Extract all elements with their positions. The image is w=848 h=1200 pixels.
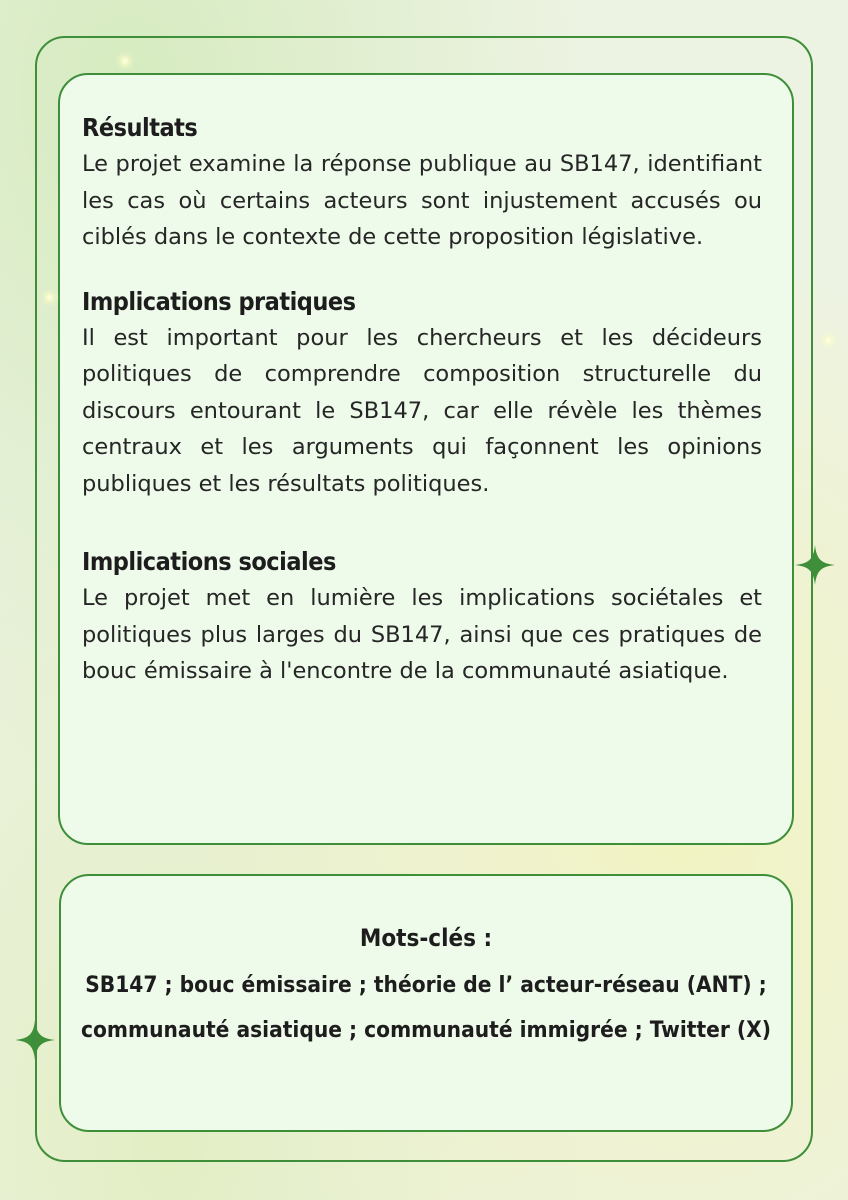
sparkle-star-icon — [15, 1020, 55, 1060]
section-social-implications — [82, 544, 762, 690]
section-results — [82, 110, 762, 256]
glow-dot — [826, 338, 831, 343]
keywords-card — [59, 874, 793, 1132]
glow-dot — [47, 295, 52, 300]
content-card — [58, 73, 794, 845]
section-body: Il est important pour les chercheurs et les décideurs politiques de comprendre composition structurelle du discours entourant le SB147, car elle révèle les thèmes centraux et les arguments qui façonnent les opinions publiques et les résultats politiques. — [82, 324, 762, 497]
section-body: Le projet examine la réponse publique au SB147, identifiant les cas où certains acteurs sont injustement accusés ou ciblés dans le contexte de cette proposition législative. — [82, 151, 762, 250]
section-heading: Implications pratiques — [82, 286, 356, 316]
keywords-line: SB147 ; bouc émissaire ; théorie de l’ acteur-réseau (ANT) ; — [85, 972, 767, 998]
section-heading: Résultats — [82, 113, 198, 142]
section-practical-implications — [82, 284, 762, 503]
section-body: Le projet met en lumière les implications sociétales et politiques plus larges du SB147, ainsi que ces pratiques de bouc émissaire à l'encontre de la communauté asiatique. — [82, 585, 762, 684]
section-heading: Implications sociales — [82, 547, 336, 576]
glow-dot — [122, 58, 128, 64]
sparkle-star-icon — [795, 545, 835, 585]
keywords-title: Mots-clés : — [359, 924, 493, 952]
keywords-line: communauté asiatique ; communauté immigrée ; Twitter (X) — [81, 1017, 771, 1043]
